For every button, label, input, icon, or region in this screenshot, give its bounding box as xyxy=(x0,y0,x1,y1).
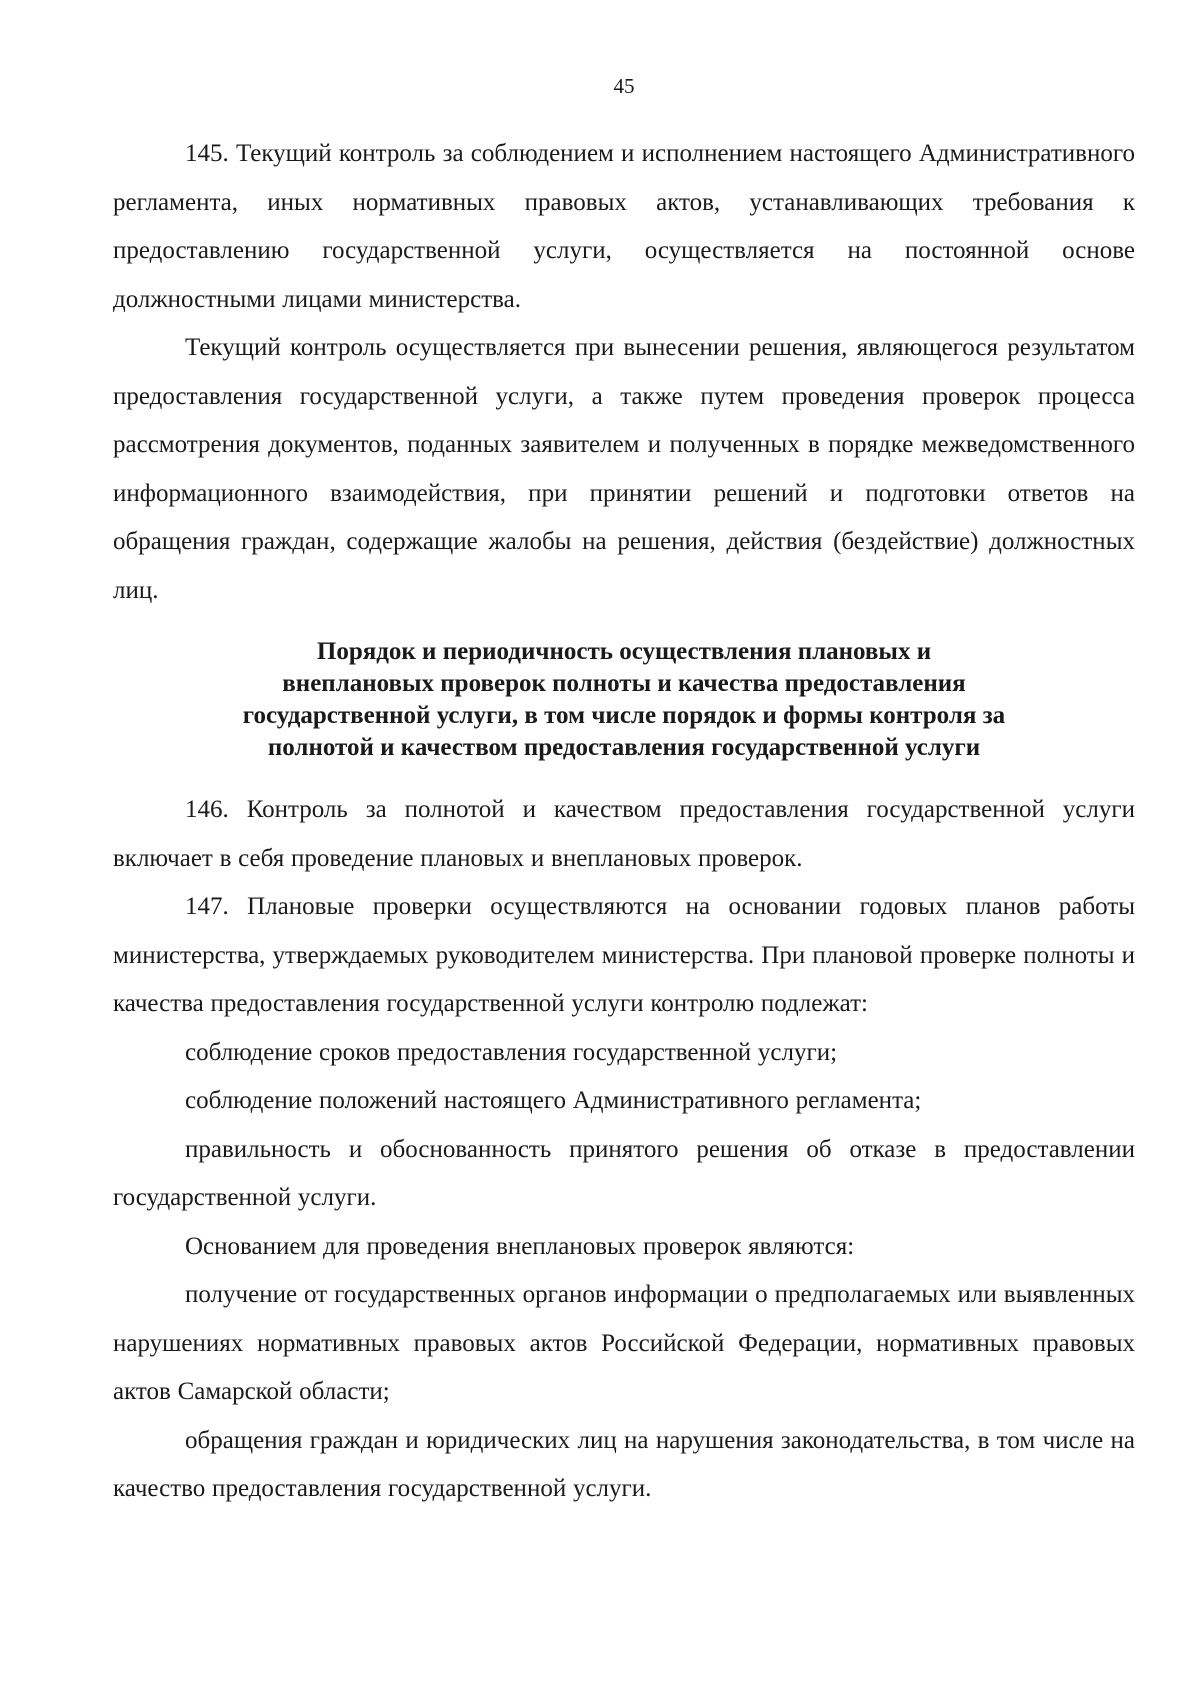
paragraph-147: 147. Плановые проверки осуществляются на основании годовых планов работы министерства, утверждаемых руководителем министерства. При плановой проверке полноты и качества предоставления государственной услуги контролю подлежат: xyxy=(113,893,1135,1017)
paragraph-current-control: Текущий контроль осуществляется при вынесении решения, являющегося результатом предоставления государственной услуги, а также путем проведения проверок процесса рассмотрения документов, поданных заявителем и полученных в порядке межведомственного информационного взаимодействия, при принятии решений и подготовки ответов на обращения граждан, содержащие жалобы на решения, действия (бездействие) должностных лиц. xyxy=(113,334,1135,604)
paragraph-145: 145. Текущий контроль за соблюдением и исполнением настоящего Административного регламента, иных нормативных правовых актов, устанавливающих требования к предоставлению государственной услуги, осуществляется на постоянной основе должностными лицами министерства. xyxy=(113,140,1135,313)
section-heading xyxy=(113,636,1135,764)
list-item-deadlines: соблюдение сроков предоставления государственной услуги; xyxy=(185,1038,838,1066)
page-number: 45 xyxy=(613,74,635,98)
list-item-regulation-provisions: соблюдение положений настоящего Административного регламента; xyxy=(185,1087,922,1114)
heading-line: Порядок и периодичность осуществления плановых и xyxy=(316,638,932,665)
list-item-citizen-appeals: обращения граждан и юридических лиц на нарушения законодательства, в том числе на качество предоставления государственной услуги. xyxy=(113,1426,1135,1502)
heading-line: полнотой и качеством предоставления государственной услуги xyxy=(267,734,981,761)
list-item-state-bodies-info: получение от государственных органов информации о предполагаемых или выявленных нарушениях нормативных правовых актов Российской Федерации, нормативных правовых актов Самарской области; xyxy=(113,1281,1135,1405)
paragraph-146: 146. Контроль за полнотой и качеством предоставления государственной услуги включает в себя проведение плановых и внеплановых проверок. xyxy=(113,796,1135,872)
list-item-refusal-validity: правильность и обоснованность принятого решения об отказе в предоставлении государственной услуги. xyxy=(113,1135,1135,1211)
paragraph-unscheduled-grounds: Основанием для проведения внеплановых проверок являются: xyxy=(185,1232,855,1260)
document-body xyxy=(113,130,1135,1514)
heading-line: внеплановых проверок полноты и качества предоставления xyxy=(282,670,966,697)
heading-line: государственной услуги, в том числе порядок и формы контроля за xyxy=(242,702,1006,729)
